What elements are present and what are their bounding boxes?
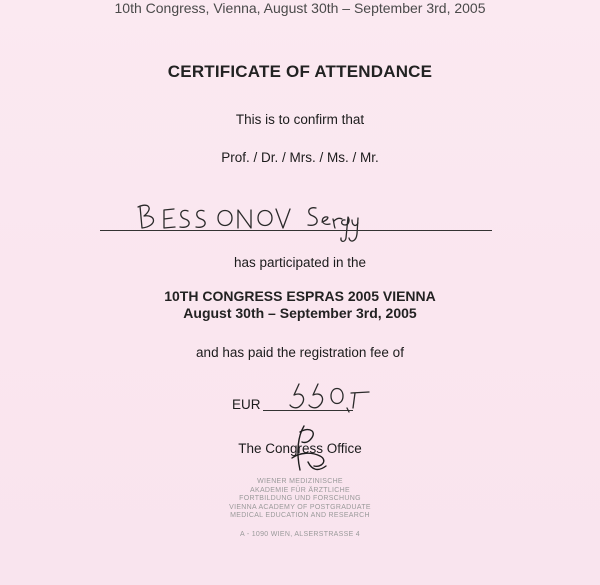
congress-office-label: The Congress Office bbox=[238, 441, 362, 456]
participated-text: has participated in the bbox=[233, 255, 367, 270]
stamp-line: AKADEMIE FÜR ÄRZTLICHE bbox=[250, 486, 350, 494]
certificate-title: CERTIFICATE OF ATTENDANCE bbox=[167, 62, 433, 81]
confirm-text: This is to confirm that bbox=[235, 112, 365, 127]
currency-label: EUR bbox=[232, 397, 261, 412]
event-dates: August 30th – September 3rd, 2005 bbox=[183, 305, 417, 321]
event-name: 10TH CONGRESS ESPRAS 2005 VIENNA bbox=[164, 288, 436, 304]
stamp-address: A - 1090 WIEN, ALSERSTRASSE 4 bbox=[240, 530, 360, 538]
stamp-line: WIENER MEDIZINISCHE bbox=[257, 478, 343, 485]
attendee-name-line bbox=[100, 230, 492, 231]
stamp-line: MEDICAL EDUCATION AND RESEARCH bbox=[230, 512, 370, 520]
fee-amount-handwriting bbox=[285, 378, 375, 420]
stamp-line: FORTBILDUNG UND FORSCHUNG bbox=[239, 495, 361, 503]
congress-header: 10th Congress, Vienna, August 30th – September 3rd, 2005 bbox=[114, 0, 486, 16]
office-signature bbox=[278, 422, 338, 482]
stamp-line: VIENNA ACADEMY OF POSTGRADUATE bbox=[229, 503, 371, 511]
fee-text: and has paid the registration fee of bbox=[196, 345, 404, 360]
attendee-name-handwriting bbox=[130, 198, 390, 248]
academy-stamp bbox=[0, 478, 600, 540]
honorifics-text: Prof. / Dr. / Mrs. / Ms. / Mr. bbox=[221, 150, 379, 165]
